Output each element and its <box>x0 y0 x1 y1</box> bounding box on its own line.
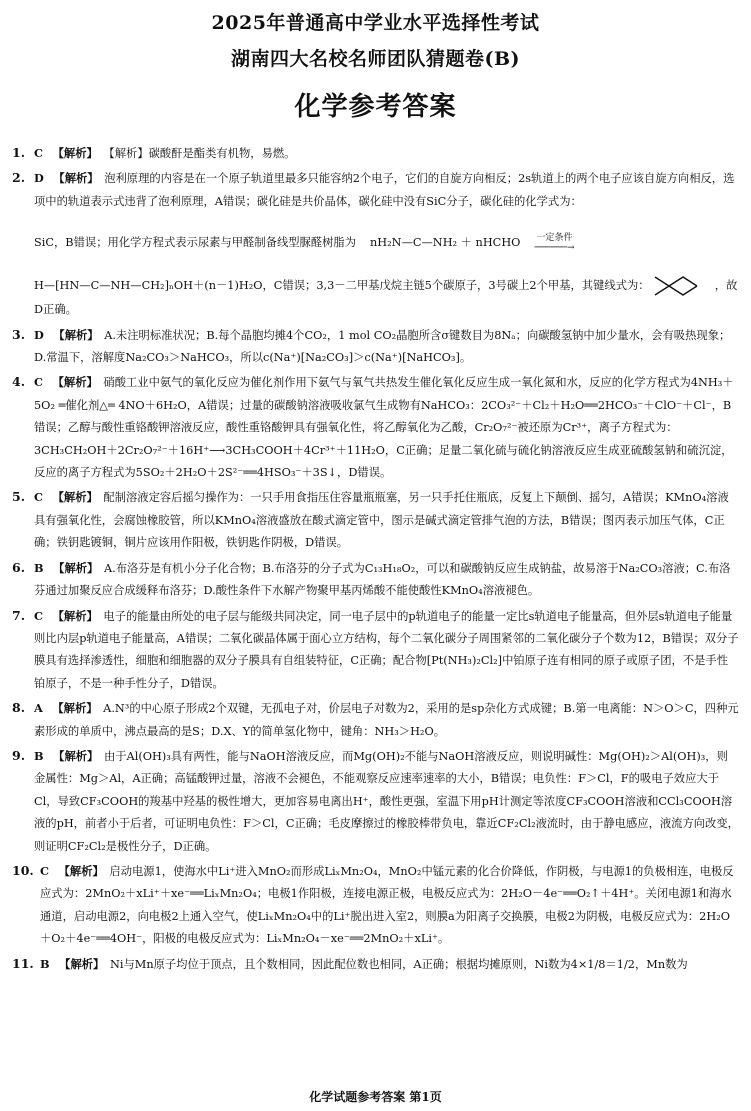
analysis-tag: 【解析】 <box>53 327 99 342</box>
analysis-tag: 【解析】 <box>52 146 98 160</box>
arrow-condition: 一定条件 <box>536 233 573 244</box>
item-text: 启动电源1，使海水中Li⁺进入MnO₂而形成LiₓMn₂O₄，MnO₂中锰元素的化合价降低，作阴极，与电源1的负极相连，电极反应式为：2MnO₂＋xLi⁺＋xe⁻══LiₓMn₂O₄；电极1作阳极，连接电源正极，电极反应式为：2H₂O－4e⁻══O₂↑＋4H⁺。关闭电源1和海水通道，启动电源2，向电极2上通入空气，使LiₓMn₂O₄中的Li⁺脱出进入室2，则膜a为阳离子交换膜，电极2为阴极，电极反应式为：2H₂O＋O₂＋4e⁻══4OH⁻，阳极的电极反应式为：LiₓMn₂O₄－xe⁻══2MnO₂＋xLi⁺。 <box>40 864 734 946</box>
analysis-tag: 【解析】 <box>53 560 99 575</box>
item-number: 5. <box>12 489 26 505</box>
analysis-tag: 【解析】 <box>58 863 104 878</box>
page-title: 化学参考答案 <box>294 92 457 122</box>
exam-subtitle: 湖南四大名校名师团队猜题卷(B) <box>230 48 521 70</box>
item-2-ending: ，故D正确。 <box>34 279 738 317</box>
answer-item-9 <box>12 745 739 858</box>
item-answer: B <box>34 748 44 763</box>
item-text: A.布洛芬是有机小分子化合物；B.布洛芬的分子式为C₁₃H₁₈O₂，可以和碳酸钠反应生成钠盐，故易溶于Na₂CO₃溶液；C.布洛芬通过加聚反应合成缓释布洛芬；D.酸性条件下水解产物聚甲基丙烯酸不能使酸性KMnO₄溶液褪色。 <box>34 561 731 598</box>
item-answer: C <box>34 608 43 623</box>
item-answer: D <box>34 327 44 342</box>
item-number: 2. <box>12 170 26 186</box>
answer-item-1 <box>12 142 739 165</box>
analysis-tag: 【解析】 <box>52 608 98 623</box>
equation-prefix: SiC，B错误；用化学方程式表示尿素与甲醛制备线型脲醛树脂为 <box>34 236 357 250</box>
item-text: Ni与Mn原子均位于顶点，且个数相同，因此配位数也相同，A正确；根据均摊原则，Ni数为4×1/8＝1/2，Mn数为 <box>109 957 688 971</box>
answer-list <box>12 142 739 978</box>
answer-item-10 <box>12 860 739 951</box>
item-text: A.未注明标准状况；B.每个晶胞均摊4个CO₂，1 mol CO₂晶胞所含σ键数目为8Nₐ；向碳酸氢钠中加少量水，会有吸热现象；D.常温下，溶解度Na₂CO₃＞NaHCO₃，所以c(Na⁺)[Na₂CO₃]＞c(Na⁺)[NaHCO₃]。 <box>34 328 731 365</box>
item-number: 3. <box>12 326 26 342</box>
item-text: 硝酸工业中氨气的氧化反应为催化剂作用下氨气与氧气共热发生催化氧化反应生成一氧化氮和水，反应的化学方程式为4NH₃＋5O₂ ═催化剂△═ 4NO＋6H₂O，A错误；过量的碳酸钠溶液吸收氯气生成物有NaHCO₃：2CO₃²⁻＋Cl₂＋H₂O══2HCO₃⁻＋ClO⁻＋Cl⁻，B错误；乙醇与酸性重铬酸钾溶液反应，酸性重铬酸钾具有强氧化性，将乙醇氧化为乙酸，Cr₂O₇²⁻被还原为Cr³⁺，离子方程式为：3CH₃CH₂OH＋2Cr₂O₇²⁻＋16H⁺⟶3CH₃COOH＋4Cr³⁺＋11H₂O，C正确；足量二氧化硫与硫化钠溶液反应生成亚硫酸氢钠和硫沉淀，反应的离子方程式为5SO₂＋2H₂O＋2S²⁻══4HSO₃⁻＋3S↓，D错误。 <box>34 376 734 480</box>
answer-item-11 <box>12 953 739 976</box>
item-answer: C <box>40 863 49 878</box>
item-answer: B <box>34 560 44 575</box>
analysis-tag: 【解析】 <box>53 748 99 763</box>
item-number: 6. <box>12 559 26 575</box>
analysis-tag: 【解析】 <box>53 171 99 186</box>
item-answer: D <box>34 171 44 186</box>
item-number: 10. <box>12 862 34 878</box>
item-answer: A <box>34 701 43 716</box>
item-answer: B <box>40 956 50 971</box>
item-text: 泡利原理的内容是在一个原子轨道里最多只能容纳2个电子，它们的自旋方向相反；2s轨道上的两个电子应该自旋方向相反，选项中的轨道表示式违背了泡利原理，A错误；碳化硅是共价晶体，碳化硅中没有SiC分子，碳化硅的化学式为： <box>34 172 735 208</box>
item-text: A.N³的中心原子形成2个双键，无孤电子对，价层电子对数为2，采用的是sp杂化方式成键；B.第一电离能：N＞O＞C，四种元素形成的单质中，沸点最高的是S；D.X、Y的简单氢化物中，键角：NH₃＞H₂O。 <box>34 702 739 738</box>
dimethylpentane-skeletal-icon <box>653 273 711 299</box>
item-answer: C <box>34 146 43 160</box>
exam-title: 2025年普通高中学业水平选择性考试 <box>211 12 540 34</box>
urea-formaldehyde-equation <box>34 213 739 273</box>
item-text: 电子的能量由所处的电子层与能级共同决定，同一电子层中的p轨道电子的能量一定比s轨道电子能量高，但外层s轨道电子能量则比内层p轨道电子能量高，A错误；二氧化碳晶体属于面心立方结构，每个二氧化碳分子周围紧邻的二氧化碳分子个数为12，B错误；双分子膜具有选择渗透性，细胞和细胞器的双分子膜具有自组装特征，C正确；配合物[Pt(NH₃)₂Cl₂]中铂原子连有相同的原子或原子团，不是手性铂原子，不是一种手性分子，D错误。 <box>34 609 739 690</box>
item-answer: C <box>34 375 43 390</box>
item-text: 由于Al(OH)₃具有两性，能与NaOH溶液反应，而Mg(OH)₂不能与NaOH溶液反应，则说明碱性：Mg(OH)₂＞Al(OH)₃，则金属性：Mg＞Al，A正确；高锰酸钾过量，溶液不会褪色，不能观察反应速率速率的大小，B错误；电负性：F＞Cl，F的吸电子效应大于Cl，导致CF₃COOH的羧基中羟基的极性增大，更加容易电离出H⁺，酸性更强，室温下用pH计测定等浓度CF₃COOH溶液和CCl₃COOH溶液的pH，前者小于后者，可证明电负性：F＞Cl，C正确；毛皮摩擦过的橡胶棒带负电，靠近CF₂Cl₂液流时，由于静电感应，液流方向改变，则证明CF₂Cl₂是极性分子，D正确。 <box>34 749 739 853</box>
answer-item-7 <box>12 605 739 696</box>
item-text: 配制溶液定容后摇匀操作为：一只手用食指压住容量瓶瓶塞，另一只手托住瓶底，反复上下颠倒、摇匀，A错误；KMnO₄溶液具有强氧化性，会腐蚀橡胶管，所以KMnO₄溶液盛放在酸式滴定管中，图示是碱式滴定管排气泡的方法，B错误；图丙表示加压气体，C正确；铁钥匙镀铜，铜片应该用作阳极，铁钥匙作阴极，D错误。 <box>34 491 729 550</box>
answer-item-5 <box>12 486 739 554</box>
analysis-tag: 【解析】 <box>52 375 98 390</box>
product-text: H—[HN—C—NH—CH₂]ₙOH＋(n－1)H₂O，C错误；3,3－二甲基戊烷主链5个碳原子，3号碳上2个甲基，其键线式为： <box>34 279 650 293</box>
answer-item-2 <box>12 167 739 321</box>
item-text: 【解析】碳酸酐是酯类有机物，易燃。 <box>103 147 296 160</box>
urea-reactant: nH₂N—C—NH₂ ＋ nHCHO <box>370 236 521 250</box>
arrow-line-icon: ──────→ <box>534 243 575 254</box>
item-number: 11. <box>12 955 34 971</box>
analysis-tag: 【解析】 <box>59 956 105 971</box>
page-footer: 化学试题参考答案 第1页 <box>309 1090 442 1104</box>
answer-item-6 <box>12 557 739 603</box>
item-number: 1. <box>12 145 26 160</box>
analysis-tag: 【解析】 <box>52 701 98 716</box>
item-number: 9. <box>12 747 26 763</box>
answer-item-4 <box>12 371 739 484</box>
answer-item-8 <box>12 697 739 743</box>
item-answer: C <box>34 490 43 505</box>
item-number: 8. <box>12 700 26 716</box>
item-number: 4. <box>12 374 26 390</box>
item-number: 7. <box>12 607 26 623</box>
analysis-tag: 【解析】 <box>52 490 98 505</box>
answer-item-3 <box>12 324 739 370</box>
reaction-arrow <box>534 233 574 253</box>
